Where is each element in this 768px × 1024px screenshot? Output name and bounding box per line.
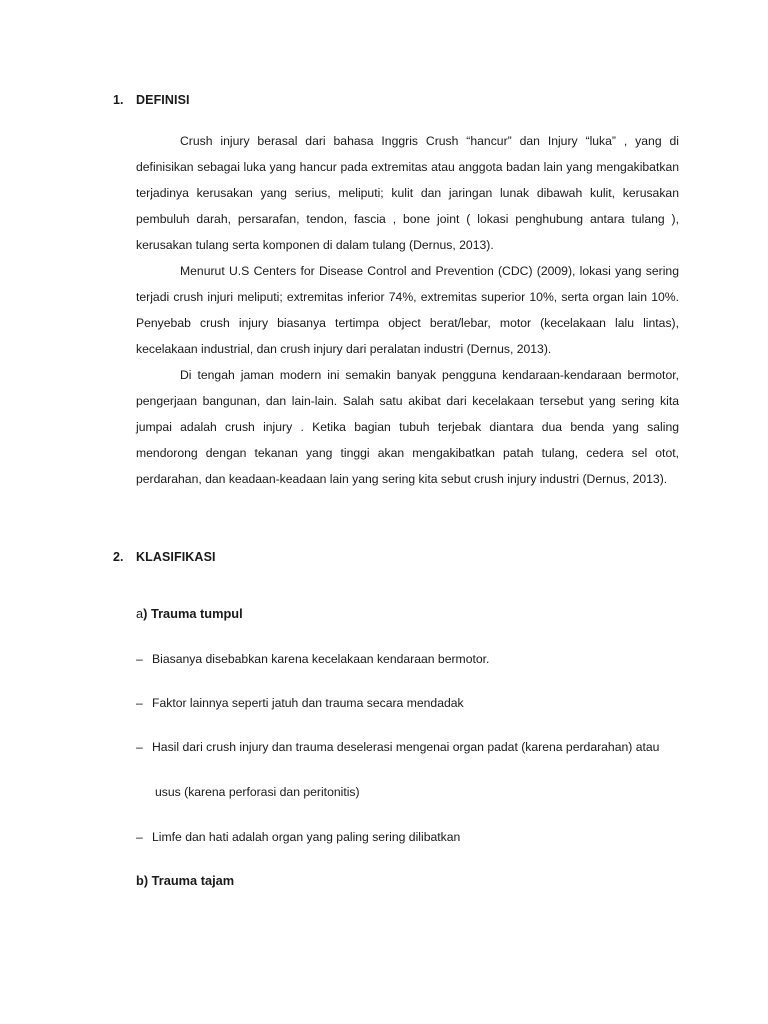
section-heading-definisi — [113, 93, 190, 107]
section-heading-klasifikasi — [113, 550, 216, 564]
dash-marker: – — [136, 696, 143, 710]
paragraph-definition: Crush injury berasal dari bahasa Inggris Crush “hancur” dan Injury “luka” , yang di definisikan sebagai luka yang hancur pada extremitas atau anggota badan lain yang mengakibatkan terjadinya kerusakan yang serius, meliputi; kulit dan jaringan lunak dibawah kulit, kerusakan pembuluh darah, persarafan, tendon, fascia , bone joint ( lokasi penghubung antara tulang ), kerusakan tulang serta komponen di dalam tulang (Dernus, 2013). — [136, 134, 679, 252]
subheading-marker: a — [136, 606, 144, 621]
subheading-title: Trauma tajam — [151, 873, 235, 888]
subheading-trauma-tajam — [136, 873, 234, 888]
dash-marker: – — [136, 830, 143, 844]
list-item-text: Hasil dari crush injury dan trauma deselerasi mengenai organ padat (karena perdarahan) atau — [152, 740, 660, 754]
section-title: DEFINISI — [136, 93, 190, 107]
section-number: 2. — [113, 550, 124, 564]
section-number: 1. — [113, 93, 124, 107]
list-item — [136, 830, 460, 844]
subheading-paren: ) — [143, 606, 148, 621]
list-item — [136, 696, 464, 710]
subheading-title: Trauma tumpul — [150, 606, 243, 621]
subheading-marker: b — [136, 873, 144, 888]
subheading-trauma-tumpul — [136, 606, 243, 621]
list-item — [136, 652, 489, 666]
list-item-text: Faktor lainnya seperti jatuh dan trauma secara mendadak — [152, 696, 464, 710]
list-item-text: Biasanya disebabkan karena kecelakaan kendaraan bermotor. — [152, 652, 490, 666]
dash-marker: – — [136, 652, 143, 666]
list-item — [136, 740, 659, 754]
subheading-paren: ) — [143, 873, 149, 888]
paragraph-cdc-location: Menurut U.S Centers for Disease Control and Prevention (CDC) (2009), lokasi yang sering terjadi crush injuri meliputi; extremitas inferior 74%, extremitas superior 10%, serta organ lain 10%. Penyebab crush injury biasanya tertimpa object berat/lebar, motor (kecelakaan lalu lintas), kecelakaan industrial, dan crush injury dari peralatan industri (Dernus, 2013). — [136, 264, 679, 356]
section-title: KLASIFIKASI — [136, 550, 216, 564]
dash-marker: – — [136, 740, 143, 754]
paragraph-modern-era: Di tengah jaman modern ini semakin banyak pengguna kendaraan-kendaraan bermotor, pengerjaan bangunan, dan lain-lain. Salah satu akibat dari kecelakaan tersebut yang sering kita jumpai adalah crush injury . Ketika bagian tubuh terjebak diantara dua benda yang saling mendorong dengan tekanan yang tinggi akan mengakibatkan patah tulang, cedera sel otot, perdarahan, dan keadaan-keadaan lain yang sering kita sebut crush injury industri (Dernus, 2013). — [136, 368, 679, 486]
list-item-text: Limfe dan hati adalah organ yang paling sering dilibatkan — [152, 830, 461, 844]
list-item-continuation: usus (karena perforasi dan peritonitis) — [155, 785, 360, 799]
